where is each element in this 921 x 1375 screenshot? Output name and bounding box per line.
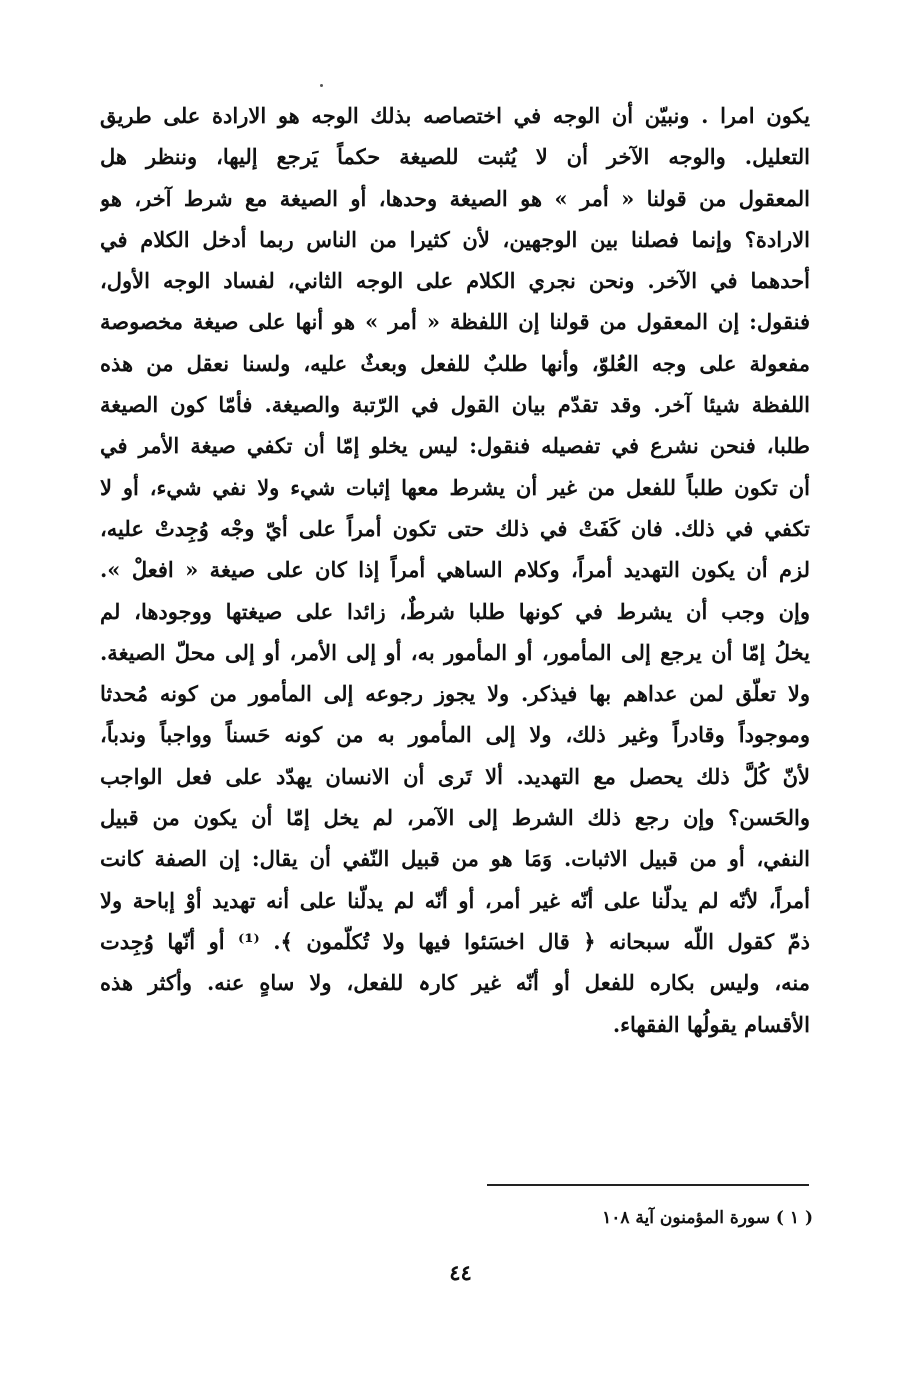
text-line: تكفي في ذلك. فان كَفَتْ في ذلك حتى تكون أمراً على أيّ وجْه وُجِدتْ عليه، <box>100 515 810 541</box>
text-line: منه، وليس بكاره للفعل أو أنّه غير كارہ للفعل، ولا ساهٍ عنه. وأكثر هذه <box>100 970 810 996</box>
footnote: ( ١ ) سورة المؤمنون آية ١٠٨ <box>602 1208 813 1228</box>
text-line: وإن وجب أن يشرط في كونها طلبا شرطٌ، زائدا على صيغتها ووجودها، لم <box>100 598 810 624</box>
text-line: المعقول من قولنا « أمر » هو الصيغة وحدها، أو الصيغة مع شرط آخر، هو <box>100 185 810 211</box>
text-line: النفي، أو من قبيل الاثبات. وَمَا هو من قبيل النّفي أن يقال: إن الصفة كانت <box>100 846 810 872</box>
page-number: ٤٤ <box>449 1260 472 1285</box>
text-line: لزم أن يكون التهديد أمراً، وكلام الساهي أمراً إذا كان على صيغة « افعلْ ». <box>100 557 810 583</box>
text-line: اللفظة شيئا آخر. وقد تقدّم بيان القول في الرّتبة والصيغة. فأمّا كون الصيغة <box>100 392 810 418</box>
text-line: الارادة؟ وإنما فصلنا بين الوجهين، لأن كثيرا من الناس ربما أدخل الكلام في <box>100 226 810 252</box>
text-line: طلبا، فنحن نشرع في تفصيله فنقول: ليس يخلو إمّا أن تكفي صيغة الأمر في <box>100 433 810 459</box>
text-line: لأنّ كُلَّ ذلك يحصل مع التهديد. ألا تَرى أن الانسان يهدّد على فعل الواجب <box>100 763 810 789</box>
footnote-divider <box>487 1184 809 1186</box>
text-line: ذمّ كقول اللّه سبحانه ﴿ قال اخسَئوا فيها ولا تُكلّمون ﴾. ⁽¹⁾ أو أنّها وُجِدت <box>100 928 810 954</box>
text-line: أن تكون طلباً للفعل من غير أن يشرط معها إثبات شيء ولا نفي شيء، أو لا <box>100 474 810 500</box>
text-line: أحدهما في الآخر. ونحن نجري الكلام على الوجه الثاني، لفساد الوجه الأول، <box>100 268 810 294</box>
main-text-block <box>100 95 810 1045</box>
text-line: مفعولة على وجه العُلوّ، وأنها طلبٌ للفعل وبعثٌ عليه، ولسنا نعقل من هذه <box>100 350 810 376</box>
text-line: والحَسن؟ وإن رجع ذلك الشرط إلى الآمر، لم يخل إمّا أن يكون من قبيل <box>100 805 810 831</box>
text-line: ولا تعلّق لمن عداهم بها فيذكر. ولا يجوز رجوعه إلى المأمور من كونه مُحدثا <box>100 681 810 707</box>
text-line: فنقول: إن المعقول من قولنا إن اللفظة « أمر » هو أنها على صيغة مخصوصة <box>100 309 810 335</box>
scan-speck <box>320 84 323 87</box>
text-line: يكون امرا . ونبيّن أن الوجه في اختصاصه بذلك الوجه هو الارادة على طريق <box>100 103 810 128</box>
text-line: يخلُ إمّا أن يرجع إلى المأمور، أو المأمور به، أو إلى الأمر، أو إلى محلّ الصيغة. <box>100 639 810 665</box>
text-line-last: الأقسام يقولُها الفقهاء. <box>612 1011 810 1037</box>
text-line: التعليل. والوجه الآخر أن لا يُثبت للصيغة حكماً يَرجع إليها، وننظر هل <box>100 144 810 170</box>
text-line: أمراً، لأنّه لم يدلّنا على أنّه غير أمر، أو أنّه لم يدلّنا على أنه تهديد أوْ إباحة ولا <box>100 887 810 913</box>
text-line: وموجوداً وقادراً وغير ذلك، ولا إلى المأمور به من كونه حَسناً وواجباً وندباً، <box>100 722 810 748</box>
